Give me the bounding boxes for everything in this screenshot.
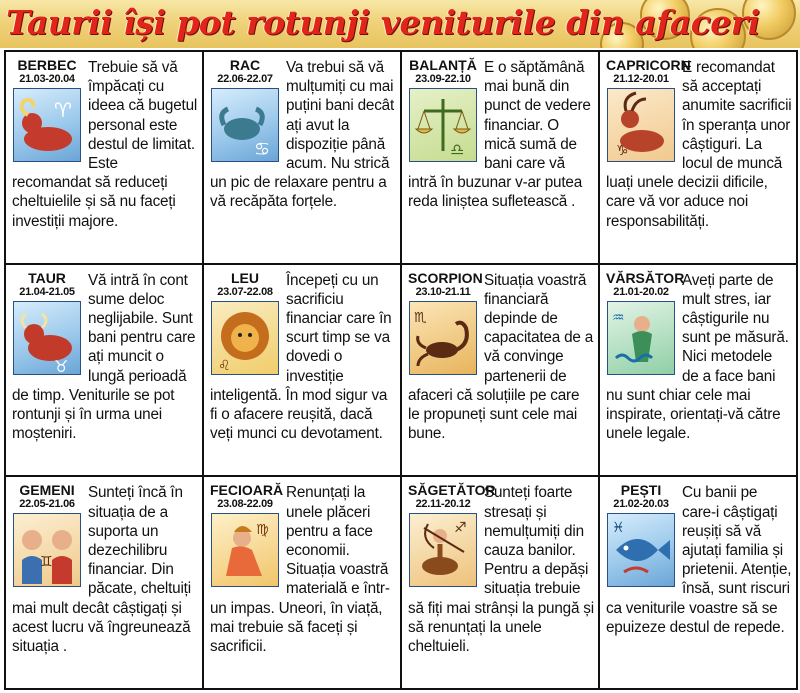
sign-card-fecioara <box>204 477 402 690</box>
sign-header <box>408 269 483 377</box>
sign-name: SĂGETĂTOR <box>408 482 496 499</box>
sign-text: Renunțați la unele plăceri pentru a face economii. Situația voastră materială e într-un impas. Uneori, în viață, mai trebuie să faceți și sacrificii. <box>210 484 390 655</box>
sign-card-gemeni <box>6 477 204 690</box>
sign-header <box>210 58 280 164</box>
sign-dates: 23.08-22.09 <box>217 498 273 511</box>
sign-name: LEU <box>231 269 259 286</box>
svg-text:♐: ♐ <box>454 520 467 537</box>
sign-text: Va trebui să vă mulțumiți cu mai puțini bani decât ați avut la dispoziție până acum. Nu strică un pic de relaxare pentru a vă recăpăta forțele. <box>210 59 395 211</box>
sign-dates: 22.06-22.07 <box>217 73 273 85</box>
sign-card-sagetator <box>402 477 600 690</box>
sign-name: GEMENI <box>19 482 75 499</box>
bull-icon <box>13 301 81 375</box>
sign-header <box>12 483 82 589</box>
svg-text:♍: ♍ <box>256 522 269 539</box>
svg-text:♓: ♓ <box>612 520 625 537</box>
lion-icon <box>211 301 279 375</box>
svg-text:♈: ♈ <box>54 98 72 122</box>
page-header <box>0 0 800 48</box>
sign-text: E recomandat să acceptați anumite sacrificii în speranța unor câștiguri. La locul de muncă luați unele decizii dificile, care vă vor aduce noi responsabilități. <box>606 59 792 230</box>
sign-text: Sunteți foarte stresați și nemulțumiți din cauza banilor. Pentru a depăși situația trebuie să fiți mai strânși la pungă și să renunțați la unele cheltuieli. <box>408 484 594 655</box>
sign-header <box>12 271 82 377</box>
sign-dates: 21.04-21.05 <box>19 285 75 298</box>
svg-text:♊: ♊ <box>40 554 53 571</box>
sign-name: FECIOARĂ <box>210 482 284 499</box>
sign-text: E o săptămână mai bună din punct de vedere financiar. O mică sumă de bani care vă intră în buzunar v-ar putea reda liniștea sufletească . <box>408 59 591 211</box>
sign-header <box>408 482 496 589</box>
sign-card-pesti <box>600 477 798 690</box>
sign-text: Vă intră în cont sume deloc neglijabile. Sunt bani pentru care ați muncit o lungă perioadă de timp. Veniturile se pot rontunji și în urma unei moșteniri. <box>12 271 196 443</box>
sign-header <box>606 483 676 589</box>
svg-text:♎: ♎ <box>450 140 465 159</box>
sign-card-scorpion <box>402 265 600 478</box>
sign-name: BALANȚĂ <box>409 57 477 73</box>
sign-name: CAPRICORN <box>606 57 691 73</box>
svg-text:♉: ♉ <box>54 356 69 374</box>
sign-card-varsator <box>600 265 798 478</box>
sign-header <box>606 57 691 164</box>
twins-icon <box>13 513 81 587</box>
sign-dates: 23.09-22.10 <box>415 73 471 85</box>
sign-text: Aveți parte de mult stres, iar câștigurile nu sunt pe măsură. Nici metodele de a face bani nu sunt chiar cele mai inspirate, orientați-vă către unele legale. <box>606 271 789 443</box>
sign-name: TAUR <box>28 269 66 286</box>
sign-card-capricorn <box>600 52 798 265</box>
fish-icon <box>607 513 675 587</box>
scorpion-icon <box>409 301 477 375</box>
sign-dates: 21.12-20.01 <box>613 73 669 85</box>
svg-text:♌: ♌ <box>218 357 231 374</box>
sign-card-taur <box>6 265 204 478</box>
crab-icon <box>211 88 279 162</box>
sign-name: VĂRSĂTOR <box>606 269 685 286</box>
svg-text:♑: ♑ <box>616 143 629 159</box>
sign-dates: 21.02-20.03 <box>613 498 669 511</box>
sign-header <box>210 271 280 377</box>
ram-icon <box>13 88 81 162</box>
water-bearer-icon <box>607 301 675 375</box>
page-title: Taurii își pot rotunji veniturile din afaceri <box>6 3 760 42</box>
sign-name: PEȘTI <box>620 482 662 499</box>
sign-dates: 23.10-21.11 <box>415 285 471 298</box>
sign-name: RAC <box>229 57 261 73</box>
horoscope-grid <box>4 50 798 690</box>
sign-card-berbec <box>6 52 204 265</box>
goat-icon <box>607 88 675 162</box>
sign-dates: 21.03-20.04 <box>19 73 75 85</box>
sign-card-leu <box>204 265 402 478</box>
svg-text:♒: ♒ <box>612 309 625 326</box>
sign-dates: 23.07-22.08 <box>217 285 273 298</box>
sign-dates: 22.11-20.12 <box>415 498 471 511</box>
scales-icon <box>409 88 477 162</box>
sign-header <box>12 58 82 164</box>
sign-dates: 21.01-20.02 <box>613 285 669 298</box>
archer-icon <box>409 513 477 587</box>
sign-text: Situația voastră financiară depinde de capacitatea de a vă convinge partenerii de afaceri că soluțiile pe care le propuneți sunt cele mai bune. <box>408 271 594 443</box>
sign-text: Cu banii pe care-i câștigați reușiți să vă ajutați familia și prietenii. Atenție, însă, sunt riscuri ca veniturile voastre să se epuizeze destul de repede. <box>606 484 792 636</box>
sign-header <box>606 269 685 377</box>
sign-name: BERBEC <box>17 57 77 73</box>
maiden-icon <box>211 513 279 587</box>
sign-text: Trebuie să vă împăcați cu ideea că bugetul personal este destul de limitat. Este recomandat să reduceți cheltuielile și să nu faceți investiții majore. <box>12 59 198 230</box>
sign-text: Începeți cu un sacrificiu financiar care în scurt timp se va dovedi o investiție inteligentă. În mod sigur va fi o afacere reușită, dacă veți munci cu devotament. <box>210 271 392 443</box>
sign-header <box>408 58 478 164</box>
sign-card-rac <box>204 52 402 265</box>
svg-text:♋: ♋ <box>254 139 270 160</box>
svg-text:♏: ♏ <box>414 309 427 326</box>
sign-text: Sunteți încă în situația de a suporta un dezechilibru financiar. Din păcate, cheltuiți mai mult decât câștigați și acest lucru vă îngreunează situația . <box>12 484 191 655</box>
sign-header <box>210 482 284 589</box>
sign-dates: 22.05-21.06 <box>19 498 75 511</box>
sign-name: SCORPION <box>408 269 483 286</box>
sign-card-balanta <box>402 52 600 265</box>
